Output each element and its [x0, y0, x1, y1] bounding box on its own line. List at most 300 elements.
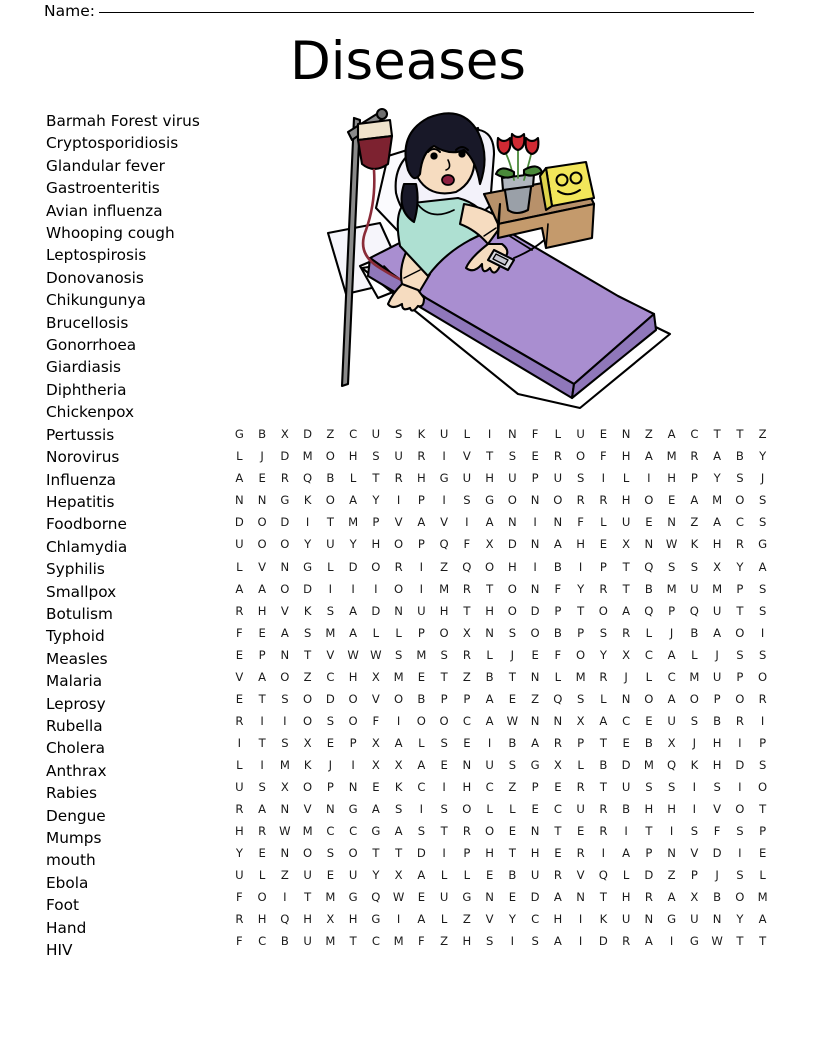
- grid-cell[interactable]: L: [395, 625, 402, 640]
- grid-cell[interactable]: V: [394, 515, 403, 530]
- grid-cell[interactable]: S: [394, 802, 403, 817]
- grid-cell[interactable]: E: [622, 735, 630, 750]
- grid-cell[interactable]: I: [692, 779, 697, 794]
- grid-cell[interactable]: N: [530, 537, 540, 552]
- grid-cell[interactable]: I: [738, 735, 742, 750]
- grid-cell[interactable]: Z: [326, 427, 335, 442]
- grid-cell[interactable]: B: [280, 934, 289, 949]
- grid-cell[interactable]: C: [553, 802, 562, 817]
- grid-cell[interactable]: O: [325, 493, 335, 508]
- grid-cell[interactable]: I: [305, 515, 310, 530]
- grid-cell[interactable]: S: [281, 691, 289, 706]
- grid-cell[interactable]: D: [303, 427, 313, 442]
- grid-cell[interactable]: G: [303, 559, 313, 574]
- grid-cell[interactable]: Z: [758, 427, 767, 442]
- grid-cell[interactable]: V: [303, 802, 312, 817]
- grid-cell[interactable]: T: [554, 824, 562, 839]
- grid-cell[interactable]: L: [440, 912, 448, 927]
- grid-cell[interactable]: C: [531, 912, 540, 927]
- word-list-item[interactable]: mouth: [46, 851, 96, 870]
- grid-cell[interactable]: N: [712, 912, 722, 927]
- grid-cell[interactable]: L: [600, 515, 607, 530]
- word-list-item[interactable]: Giardiasis: [46, 358, 122, 377]
- grid-cell[interactable]: L: [645, 625, 653, 640]
- grid-cell[interactable]: I: [351, 581, 355, 596]
- grid-cell[interactable]: S: [758, 493, 767, 508]
- grid-cell[interactable]: K: [394, 779, 403, 794]
- grid-cell[interactable]: C: [371, 934, 380, 949]
- grid-cell[interactable]: X: [394, 757, 403, 772]
- grid-cell[interactable]: S: [667, 779, 676, 794]
- grid-cell[interactable]: T: [736, 427, 744, 442]
- grid-cell[interactable]: X: [667, 735, 676, 750]
- grid-cell[interactable]: R: [462, 581, 471, 596]
- grid-cell[interactable]: G: [689, 934, 699, 949]
- grid-cell[interactable]: C: [326, 669, 335, 684]
- grid-cell[interactable]: L: [236, 559, 243, 574]
- grid-cell[interactable]: S: [440, 647, 448, 662]
- grid-cell[interactable]: Q: [667, 757, 677, 772]
- grid-cell[interactable]: C: [667, 669, 676, 684]
- word-list-item[interactable]: Influenza: [46, 470, 117, 489]
- grid-cell[interactable]: A: [235, 581, 244, 596]
- grid-cell[interactable]: T: [599, 779, 607, 794]
- grid-cell[interactable]: S: [758, 757, 767, 772]
- word-list-item[interactable]: Chlamydia: [46, 537, 128, 556]
- grid-cell[interactable]: Y: [759, 449, 767, 464]
- grid-cell[interactable]: B: [644, 581, 653, 596]
- grid-cell[interactable]: O: [735, 691, 745, 706]
- grid-cell[interactable]: E: [645, 515, 653, 530]
- grid-cell[interactable]: I: [283, 890, 287, 905]
- grid-cell[interactable]: P: [577, 735, 585, 750]
- grid-cell[interactable]: T: [622, 581, 630, 596]
- grid-cell[interactable]: E: [599, 537, 608, 552]
- grid-cell[interactable]: U: [690, 581, 699, 596]
- grid-cell[interactable]: S: [690, 824, 699, 839]
- grid-cell[interactable]: O: [303, 691, 313, 706]
- grid-cell[interactable]: K: [599, 912, 608, 927]
- grid-cell[interactable]: A: [394, 735, 403, 750]
- grid-cell[interactable]: T: [599, 735, 607, 750]
- grid-cell[interactable]: N: [576, 890, 585, 905]
- grid-cell[interactable]: C: [485, 779, 494, 794]
- grid-cell[interactable]: H: [417, 471, 426, 486]
- grid-cell[interactable]: M: [279, 757, 290, 772]
- grid-cell[interactable]: O: [735, 493, 745, 508]
- grid-cell[interactable]: A: [371, 802, 380, 817]
- grid-cell[interactable]: B: [690, 625, 699, 640]
- grid-cell[interactable]: Q: [371, 890, 381, 905]
- grid-cell[interactable]: F: [554, 647, 562, 662]
- grid-cell[interactable]: A: [599, 713, 608, 728]
- grid-cell[interactable]: Z: [280, 868, 289, 883]
- grid-cell[interactable]: R: [758, 691, 767, 706]
- grid-cell[interactable]: O: [303, 846, 313, 861]
- grid-cell[interactable]: D: [530, 603, 540, 618]
- grid-cell[interactable]: S: [599, 625, 608, 640]
- grid-cell[interactable]: A: [622, 603, 631, 618]
- grid-cell[interactable]: I: [260, 713, 264, 728]
- grid-cell[interactable]: R: [553, 449, 562, 464]
- grid-cell[interactable]: N: [280, 647, 290, 662]
- grid-cell[interactable]: F: [577, 515, 584, 530]
- grid-cell[interactable]: L: [554, 427, 562, 442]
- grid-cell[interactable]: U: [439, 890, 449, 905]
- grid-cell[interactable]: K: [690, 537, 699, 552]
- grid-cell[interactable]: T: [599, 890, 607, 905]
- grid-cell[interactable]: R: [553, 868, 562, 883]
- grid-cell[interactable]: O: [257, 537, 267, 552]
- grid-cell[interactable]: P: [713, 691, 721, 706]
- grid-cell[interactable]: D: [371, 603, 381, 618]
- grid-cell[interactable]: S: [690, 713, 699, 728]
- grid-cell[interactable]: S: [758, 603, 767, 618]
- grid-cell[interactable]: O: [485, 559, 495, 574]
- grid-cell[interactable]: P: [531, 471, 539, 486]
- word-list-item[interactable]: Typhoid: [46, 627, 105, 646]
- grid-cell[interactable]: A: [280, 625, 289, 640]
- grid-cell[interactable]: P: [463, 691, 471, 706]
- grid-cell[interactable]: P: [577, 625, 585, 640]
- grid-cell[interactable]: P: [258, 647, 266, 662]
- grid-cell[interactable]: W: [279, 824, 291, 839]
- word-list-item[interactable]: Mumps: [46, 829, 102, 847]
- grid-cell[interactable]: X: [280, 779, 289, 794]
- grid-cell[interactable]: S: [736, 868, 744, 883]
- grid-cell[interactable]: S: [303, 625, 312, 640]
- grid-cell[interactable]: U: [576, 802, 585, 817]
- grid-cell[interactable]: A: [417, 868, 426, 883]
- grid-cell[interactable]: L: [554, 669, 562, 684]
- grid-cell[interactable]: P: [759, 824, 767, 839]
- grid-cell[interactable]: G: [439, 471, 449, 486]
- word-list-item[interactable]: Chikungunya: [46, 291, 146, 310]
- grid-cell[interactable]: R: [576, 493, 585, 508]
- grid-cell[interactable]: P: [599, 559, 607, 574]
- grid-cell[interactable]: T: [759, 802, 767, 817]
- grid-cell[interactable]: D: [712, 846, 722, 861]
- grid-cell[interactable]: G: [234, 427, 244, 442]
- grid-cell[interactable]: L: [759, 868, 766, 883]
- grid-cell[interactable]: O: [348, 691, 358, 706]
- grid-cell[interactable]: N: [530, 713, 540, 728]
- grid-cell[interactable]: P: [463, 846, 471, 861]
- grid-cell[interactable]: Y: [736, 912, 744, 927]
- grid-cell[interactable]: A: [349, 603, 358, 618]
- grid-cell[interactable]: Z: [690, 515, 699, 530]
- grid-cell[interactable]: T: [326, 515, 334, 530]
- grid-cell[interactable]: S: [463, 493, 471, 508]
- grid-cell[interactable]: N: [485, 625, 494, 640]
- grid-cell[interactable]: C: [462, 713, 471, 728]
- word-list-item[interactable]: Anthrax: [46, 761, 107, 780]
- grid-cell[interactable]: I: [624, 824, 628, 839]
- grid-cell[interactable]: V: [280, 603, 289, 618]
- grid-cell[interactable]: H: [235, 824, 244, 839]
- grid-cell[interactable]: O: [758, 669, 768, 684]
- grid-cell[interactable]: R: [280, 471, 289, 486]
- grid-cell[interactable]: P: [349, 735, 357, 750]
- grid-cell[interactable]: A: [417, 757, 426, 772]
- grid-cell[interactable]: I: [283, 713, 287, 728]
- grid-cell[interactable]: P: [668, 603, 676, 618]
- grid-cell[interactable]: Z: [462, 912, 471, 927]
- grid-cell[interactable]: N: [644, 537, 654, 552]
- grid-cell[interactable]: X: [371, 669, 380, 684]
- grid-cell[interactable]: L: [509, 802, 516, 817]
- grid-cell[interactable]: M: [689, 669, 700, 684]
- grid-cell[interactable]: I: [442, 846, 446, 861]
- grid-cell[interactable]: L: [236, 449, 243, 464]
- grid-cell[interactable]: S: [667, 559, 676, 574]
- grid-cell[interactable]: X: [622, 537, 631, 552]
- grid-cell[interactable]: V: [462, 449, 471, 464]
- grid-cell[interactable]: S: [394, 427, 403, 442]
- grid-cell[interactable]: O: [598, 603, 608, 618]
- grid-cell[interactable]: N: [644, 912, 654, 927]
- grid-cell[interactable]: E: [326, 868, 335, 883]
- grid-cell[interactable]: O: [689, 691, 699, 706]
- grid-cell[interactable]: O: [394, 537, 404, 552]
- grid-cell[interactable]: F: [713, 824, 721, 839]
- word-list-item[interactable]: Cryptosporidiosis: [46, 134, 179, 153]
- grid-cell[interactable]: A: [644, 449, 653, 464]
- grid-cell[interactable]: U: [690, 912, 699, 927]
- grid-cell[interactable]: N: [280, 802, 290, 817]
- grid-cell[interactable]: O: [280, 669, 290, 684]
- grid-cell[interactable]: Z: [462, 669, 471, 684]
- word-list-item[interactable]: Syphilis: [46, 560, 105, 579]
- grid-cell[interactable]: M: [712, 493, 723, 508]
- grid-cell[interactable]: U: [712, 669, 722, 684]
- grid-cell[interactable]: I: [465, 515, 469, 530]
- grid-cell[interactable]: P: [326, 779, 334, 794]
- grid-cell[interactable]: M: [393, 669, 404, 684]
- grid-cell[interactable]: L: [463, 868, 471, 883]
- grid-cell[interactable]: Q: [303, 471, 313, 486]
- grid-cell[interactable]: W: [370, 647, 382, 662]
- grid-cell[interactable]: A: [258, 669, 267, 684]
- grid-cell[interactable]: Y: [713, 471, 721, 486]
- grid-cell[interactable]: B: [713, 713, 722, 728]
- grid-cell[interactable]: E: [372, 779, 380, 794]
- grid-cell[interactable]: H: [348, 669, 358, 684]
- grid-cell[interactable]: U: [371, 427, 381, 442]
- word-list-item[interactable]: Chickenpox: [46, 403, 135, 422]
- grid-cell[interactable]: C: [258, 934, 267, 949]
- grid-cell[interactable]: R: [599, 802, 608, 817]
- grid-cell[interactable]: I: [419, 559, 424, 574]
- grid-cell[interactable]: O: [644, 493, 654, 508]
- grid-cell[interactable]: E: [235, 691, 244, 706]
- grid-cell[interactable]: P: [531, 779, 539, 794]
- grid-cell[interactable]: R: [599, 493, 608, 508]
- grid-cell[interactable]: G: [280, 493, 290, 508]
- grid-cell[interactable]: A: [690, 493, 699, 508]
- grid-cell[interactable]: U: [621, 515, 631, 530]
- grid-cell[interactable]: O: [576, 647, 586, 662]
- grid-cell[interactable]: U: [348, 868, 358, 883]
- grid-cell[interactable]: C: [326, 824, 335, 839]
- grid-cell[interactable]: W: [665, 537, 678, 552]
- grid-cell[interactable]: H: [303, 912, 312, 927]
- grid-cell[interactable]: Y: [235, 846, 243, 861]
- grid-cell[interactable]: E: [508, 890, 517, 905]
- grid-cell[interactable]: H: [712, 735, 722, 750]
- grid-cell[interactable]: H: [644, 802, 654, 817]
- grid-cell[interactable]: O: [257, 515, 267, 530]
- grid-cell[interactable]: T: [304, 647, 312, 662]
- grid-cell[interactable]: P: [736, 669, 744, 684]
- grid-cell[interactable]: B: [258, 427, 267, 442]
- grid-cell[interactable]: L: [327, 559, 334, 574]
- grid-cell[interactable]: H: [667, 802, 676, 817]
- grid-cell[interactable]: B: [508, 735, 517, 750]
- grid-cell[interactable]: L: [463, 427, 471, 442]
- grid-cell[interactable]: K: [417, 427, 426, 442]
- grid-cell[interactable]: P: [554, 603, 562, 618]
- grid-cell[interactable]: T: [258, 735, 266, 750]
- grid-cell[interactable]: G: [348, 890, 358, 905]
- grid-cell[interactable]: A: [644, 934, 653, 949]
- grid-cell[interactable]: R: [462, 647, 471, 662]
- grid-cell[interactable]: I: [442, 779, 446, 794]
- grid-cell[interactable]: M: [325, 625, 336, 640]
- grid-cell[interactable]: P: [417, 493, 425, 508]
- grid-cell[interactable]: F: [236, 934, 243, 949]
- grid-cell[interactable]: L: [236, 757, 243, 772]
- grid-cell[interactable]: S: [758, 647, 767, 662]
- word-list-item[interactable]: HIV: [46, 941, 73, 960]
- grid-cell[interactable]: G: [371, 912, 381, 927]
- grid-cell[interactable]: B: [326, 471, 335, 486]
- word-list-item[interactable]: Gastroenteritis: [46, 179, 160, 198]
- grid-cell[interactable]: D: [416, 846, 426, 861]
- grid-cell[interactable]: D: [621, 757, 631, 772]
- grid-cell[interactable]: X: [713, 559, 722, 574]
- grid-cell[interactable]: U: [621, 912, 631, 927]
- grid-cell[interactable]: H: [667, 471, 676, 486]
- grid-cell[interactable]: A: [622, 846, 631, 861]
- grid-cell[interactable]: U: [394, 449, 403, 464]
- grid-cell[interactable]: L: [486, 647, 493, 662]
- grid-cell[interactable]: T: [372, 471, 380, 486]
- grid-cell[interactable]: O: [576, 449, 586, 464]
- grid-cell[interactable]: G: [462, 890, 472, 905]
- word-list-item[interactable]: Smallpox: [46, 582, 117, 601]
- grid-cell[interactable]: D: [234, 515, 244, 530]
- grid-cell[interactable]: V: [690, 846, 699, 861]
- grid-cell[interactable]: L: [418, 735, 425, 750]
- grid-cell[interactable]: S: [576, 691, 585, 706]
- grid-cell[interactable]: S: [485, 934, 494, 949]
- word-list-item[interactable]: Hand: [46, 918, 87, 937]
- grid-cell[interactable]: M: [325, 890, 336, 905]
- grid-cell[interactable]: X: [690, 890, 699, 905]
- grid-cell[interactable]: H: [348, 912, 358, 927]
- grid-cell[interactable]: L: [600, 691, 607, 706]
- grid-cell[interactable]: E: [508, 824, 517, 839]
- word-list-item[interactable]: Malaria: [46, 672, 103, 691]
- word-list-item[interactable]: Brucellosis: [46, 313, 129, 332]
- grid-cell[interactable]: O: [462, 802, 472, 817]
- grid-cell[interactable]: K: [303, 493, 312, 508]
- grid-cell[interactable]: O: [394, 581, 404, 596]
- grid-cell[interactable]: T: [372, 846, 380, 861]
- grid-cell[interactable]: X: [576, 713, 585, 728]
- grid-cell[interactable]: E: [235, 647, 244, 662]
- grid-cell[interactable]: O: [303, 713, 313, 728]
- grid-cell[interactable]: O: [280, 581, 290, 596]
- grid-cell[interactable]: I: [578, 559, 583, 574]
- grid-cell[interactable]: I: [419, 581, 424, 596]
- grid-cell[interactable]: M: [393, 934, 404, 949]
- grid-cell[interactable]: N: [530, 669, 540, 684]
- grid-cell[interactable]: F: [554, 581, 562, 596]
- grid-cell[interactable]: Q: [439, 537, 449, 552]
- grid-cell[interactable]: I: [396, 493, 401, 508]
- grid-cell[interactable]: N: [621, 427, 631, 442]
- grid-cell[interactable]: D: [325, 691, 335, 706]
- grid-cell[interactable]: R: [735, 537, 744, 552]
- grid-cell[interactable]: A: [713, 449, 722, 464]
- grid-cell[interactable]: E: [508, 691, 517, 706]
- grid-cell[interactable]: E: [554, 779, 562, 794]
- grid-cell[interactable]: Y: [736, 559, 744, 574]
- grid-cell[interactable]: X: [326, 912, 335, 927]
- word-list-item[interactable]: Whooping cough: [46, 224, 175, 243]
- grid-cell[interactable]: M: [666, 449, 677, 464]
- grid-cell[interactable]: R: [644, 890, 653, 905]
- grid-cell[interactable]: V: [371, 691, 380, 706]
- grid-cell[interactable]: Q: [553, 691, 563, 706]
- grid-cell[interactable]: B: [713, 890, 722, 905]
- grid-cell[interactable]: T: [577, 603, 585, 618]
- grid-cell[interactable]: D: [303, 581, 313, 596]
- grid-cell[interactable]: E: [758, 846, 767, 861]
- grid-cell[interactable]: G: [667, 912, 677, 927]
- grid-cell[interactable]: E: [645, 713, 653, 728]
- grid-cell[interactable]: I: [396, 912, 401, 927]
- grid-cell[interactable]: M: [302, 449, 313, 464]
- word-list-item[interactable]: Dengue: [46, 806, 106, 825]
- word-list-item[interactable]: Leprosy: [46, 694, 106, 713]
- grid-cell[interactable]: U: [508, 471, 517, 486]
- grid-cell[interactable]: E: [463, 735, 471, 750]
- grid-cell[interactable]: H: [439, 603, 449, 618]
- grid-cell[interactable]: D: [507, 537, 517, 552]
- grid-cell[interactable]: Y: [599, 647, 607, 662]
- grid-cell[interactable]: T: [736, 934, 744, 949]
- grid-cell[interactable]: N: [621, 691, 631, 706]
- grid-cell[interactable]: O: [439, 713, 449, 728]
- grid-cell[interactable]: Y: [349, 537, 357, 552]
- grid-cell[interactable]: D: [598, 934, 608, 949]
- grid-cell[interactable]: F: [372, 713, 380, 728]
- grid-cell[interactable]: N: [553, 515, 563, 530]
- grid-cell[interactable]: F: [418, 934, 425, 949]
- grid-cell[interactable]: X: [280, 427, 289, 442]
- grid-cell[interactable]: Y: [508, 912, 516, 927]
- grid-cell[interactable]: G: [485, 493, 495, 508]
- grid-cell[interactable]: J: [260, 449, 264, 464]
- grid-cell[interactable]: J: [715, 647, 719, 662]
- grid-cell[interactable]: V: [576, 868, 585, 883]
- grid-cell[interactable]: O: [485, 824, 495, 839]
- grid-cell[interactable]: E: [258, 471, 266, 486]
- grid-cell[interactable]: N: [667, 515, 676, 530]
